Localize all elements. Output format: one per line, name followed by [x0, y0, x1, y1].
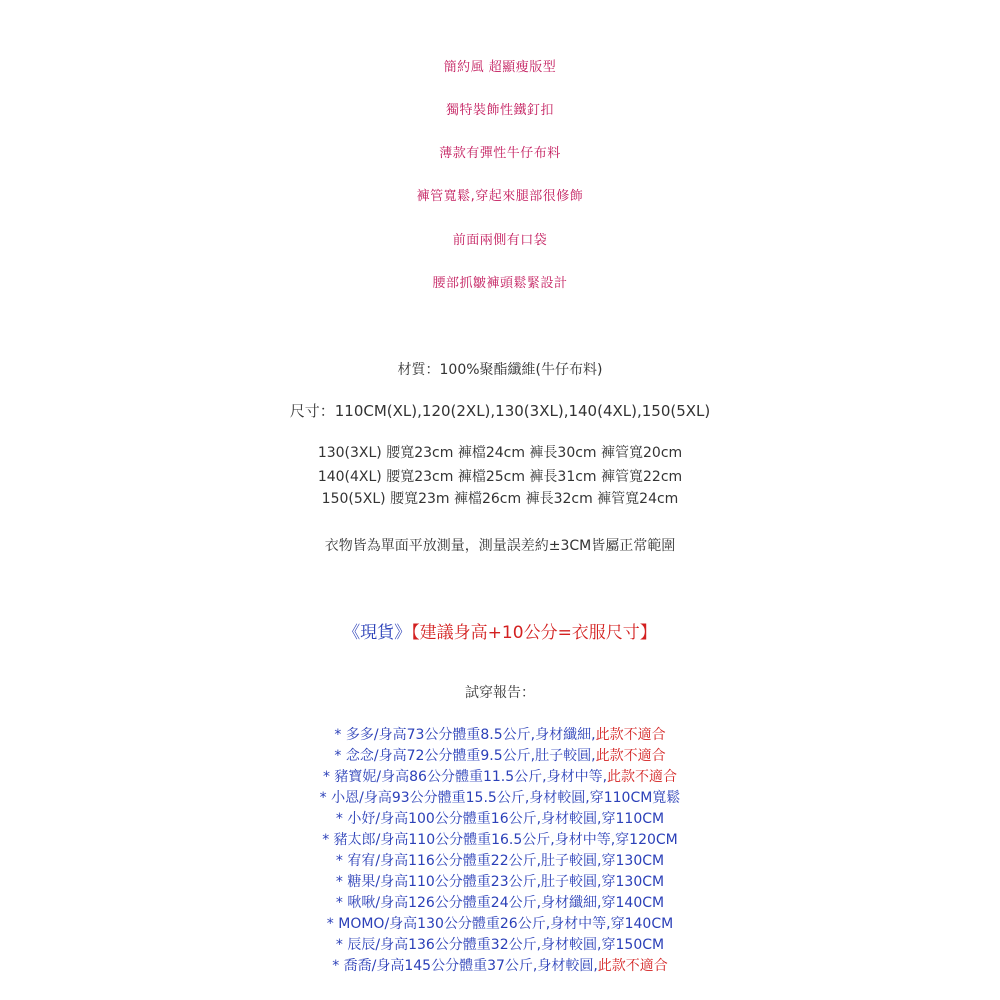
- report-item: * 啾啾/身高126公分體重24公斤,身材纖細,穿140CM: [335, 895, 665, 911]
- material-text: 材質：100%聚酯纖維(牛仔布料): [397, 362, 603, 378]
- feature-line: 褲管寬鬆,穿起來腿部很修飾: [416, 189, 584, 204]
- report-item: * 多多/身高73公分體重8.5公斤,身材纖細,此款不適合: [334, 727, 666, 743]
- measurement-row: 130(3XL) 腰寬23cm 褲檔24cm 褲長30cm 褲管寬20cm: [317, 445, 683, 461]
- feature-line: 前面兩側有口袋: [452, 233, 548, 248]
- report-item: * 辰辰/身高136公分體重32公斤,身材較圓,穿150CM: [335, 937, 665, 953]
- report-item: * MOMO/身高130公分體重26公斤,身材中等,穿140CM: [326, 916, 674, 932]
- feature-line: 簡約風 超顯瘦版型: [443, 60, 557, 75]
- size-advice: 【建議身高+10公分=衣服尺寸】: [411, 623, 657, 643]
- report-title: 試穿報告：: [465, 685, 535, 701]
- report-item: * 糖果/身高110公分體重23公斤,肚子較圓,穿130CM: [335, 874, 665, 890]
- feature-line: 獨特裝飾性鐵釘扣: [445, 103, 554, 118]
- report-item: * 念念/身高72公分體重9.5公斤,肚子較圓,此款不適合: [334, 748, 666, 764]
- report-item: * 豬太郎/身高110公分體重16.5公斤,身材中等,穿120CM: [322, 832, 678, 848]
- report-item: * 宥宥/身高116公分體重22公斤,肚子較圓,穿130CM: [335, 853, 665, 869]
- report-item: * 小恩/身高93公分體重15.5公斤,身材較圓,穿110CM寬鬆: [319, 790, 681, 806]
- report-item: * 喬喬/身高145公分體重37公斤,身材較圓,此款不適合: [332, 958, 668, 974]
- sizes-text: 尺寸：110CM(XL),120(2XL),130(3XL),140(4XL),150(5XL): [289, 402, 711, 420]
- measurement-row: 140(4XL) 腰寬23cm 褲檔25cm 褲長31cm 褲管寬22cm: [317, 469, 683, 485]
- report-item: * 小妤/身高100公分體重16公斤,身材較圓,穿110CM: [335, 811, 665, 827]
- measurement-row: 150(5XL) 腰寬23m 褲檔26cm 褲長32cm 褲管寬24cm: [321, 491, 679, 507]
- report-item: * 豬寶妮/身高86公分體重11.5公斤,身材中等,此款不適合: [322, 769, 678, 785]
- stock-tag: 《現貨》: [343, 623, 412, 643]
- stock-advice: [0, 625, 1000, 642]
- feature-line: 腰部抓皺褲頭鬆緊設計: [432, 276, 568, 291]
- feature-line: 薄款有彈性牛仔布料: [439, 146, 561, 161]
- measurement-note: 衣物皆為單面平放測量，測量誤差約±3CM皆屬正常範圍: [324, 538, 676, 554]
